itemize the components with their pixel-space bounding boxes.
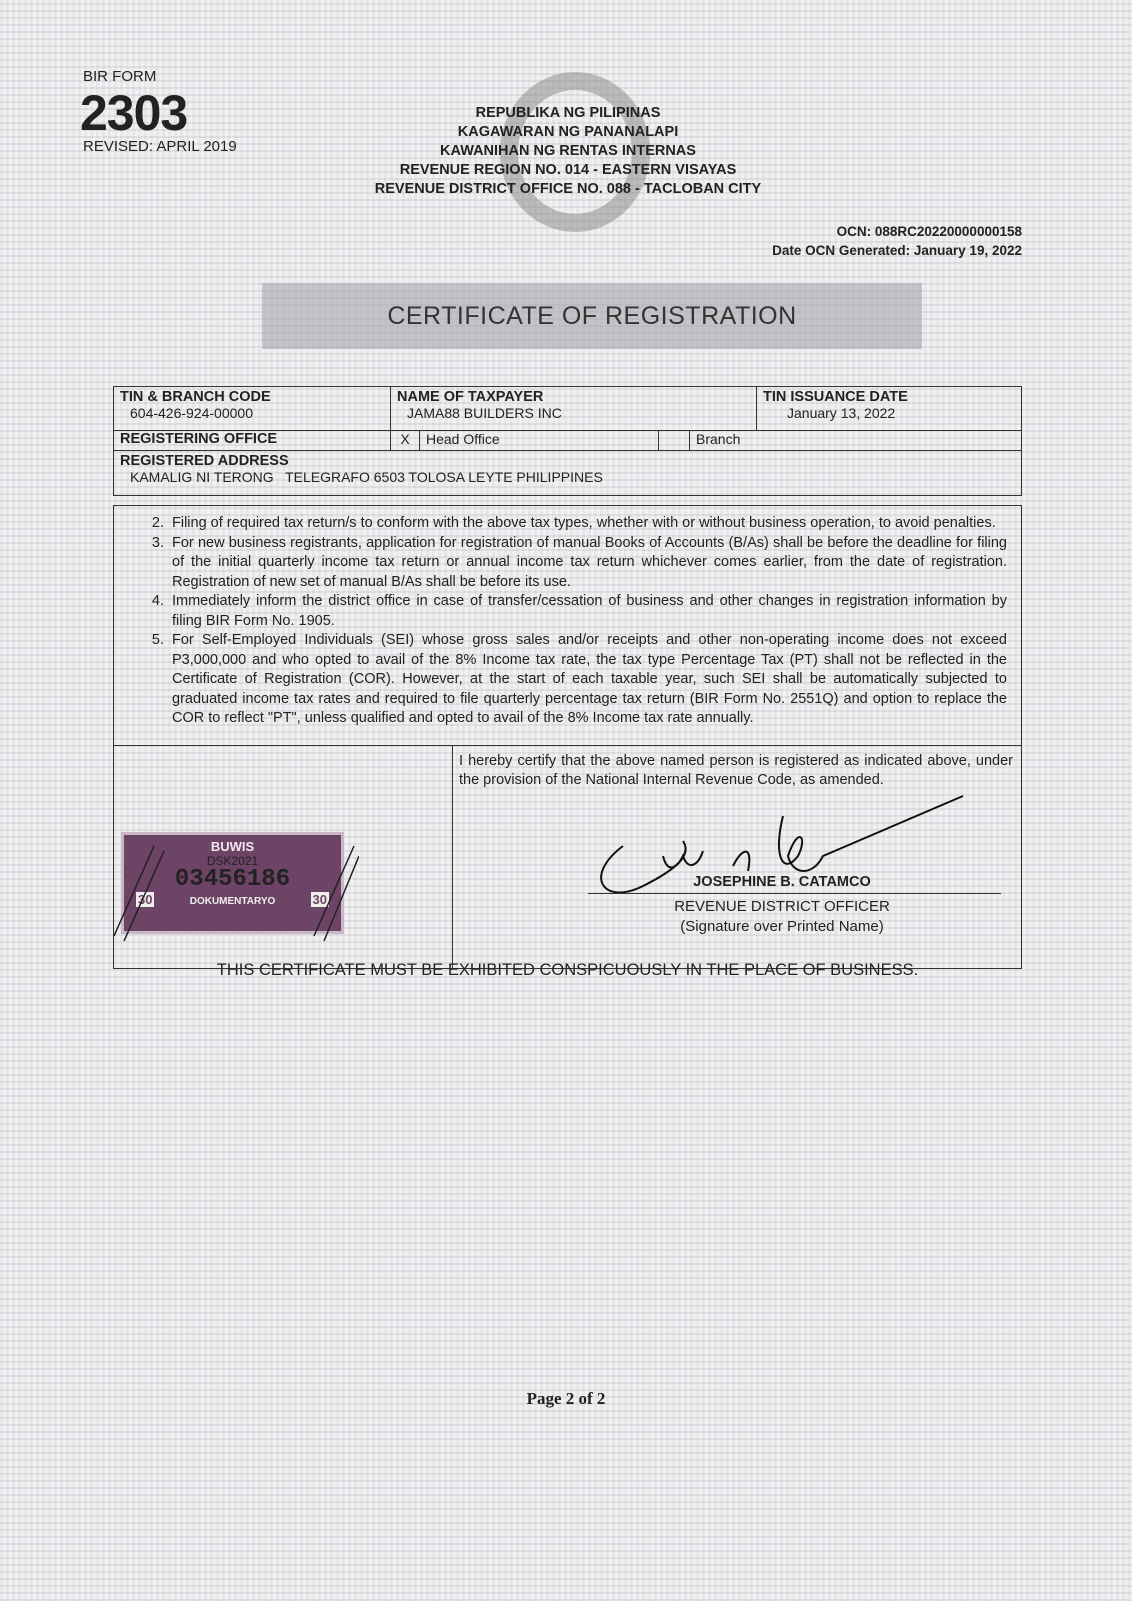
stamp-code: DSK2021 <box>206 854 259 868</box>
stamp-top: BUWIS <box>210 839 255 854</box>
head-office-label: Head Office <box>420 431 659 451</box>
address-label: REGISTERED ADDRESS <box>120 453 289 469</box>
form-number: 2303 <box>80 85 188 141</box>
title-banner <box>262 283 922 349</box>
page-label: Page 2 of 2 <box>526 1389 606 1408</box>
form-label: BIR FORM <box>83 68 157 85</box>
note-text: For new business registrants, application for registration of manual Books of Accounts (B/As) shall be before the deadline for filing of the initial quarterly income tax return or annual income tax return whichever comes earlier, from the date of registration. Registration of new set of manual B/As shall be before its use. <box>172 534 1007 590</box>
issuance-label: TIN ISSUANCE DATE <box>763 389 908 405</box>
issuance-date: January 13, 2022 <box>787 405 896 421</box>
stamp-serial: 03456186 <box>174 866 291 893</box>
taxpayer-name: JAMA88 BUILDERS INC <box>407 405 562 421</box>
office-label: REGISTERING OFFICE <box>114 431 391 451</box>
note-item <box>132 534 1007 593</box>
stamp-bottom: DOKUMENTARYO <box>189 896 276 907</box>
header-line: KAWANIHAN NG RENTAS INTERNAS <box>440 143 696 159</box>
ocn-date: Date OCN Generated: January 19, 2022 <box>772 243 1022 258</box>
certify-cell <box>453 746 1021 968</box>
note-number: 2. <box>151 515 164 531</box>
note-item <box>132 592 1007 631</box>
page-title: CERTIFICATE OF REGISTRATION <box>387 301 797 330</box>
header-line: REPUBLIKA NG PILIPINAS <box>475 105 661 121</box>
ocn-number: OCN: 088RC20220000000158 <box>836 224 1022 239</box>
note-number: 4. <box>151 593 164 609</box>
stamp-value: 30 <box>138 892 153 907</box>
branch-label: Branch <box>690 431 1022 451</box>
name-label: NAME OF TAXPAYER <box>397 389 544 405</box>
head-office-checkbox: X <box>391 431 420 451</box>
note-text: For Self-Employed Individuals (SEI) whose gross sales and/or receipts and other non-operating income does not exceed P3,000,000 and who opted to avail of the 8% Income tax rate, the tax type Percentage Tax (PT) shall not be reflected in the Certificate of Registration (COR). However, at the start of each taxable year, such SEI shall be automatically subjected to graduated income tax rates and required to file quarterly percentage tax return (BIR Form No. 2551Q) and option to replace the COR to reflect "PT", unless qualified and opted to avail of the 8% Income tax rate annually. <box>172 632 1007 726</box>
header-line: KAGAWARAN NG PANANALAPI <box>457 124 679 140</box>
note-text: Filing of required tax return/s to conform with the above tax types, whether with or without business operation, to avoid penalties. <box>172 515 996 531</box>
form-revision: REVISED: APRIL 2019 <box>83 138 237 155</box>
note-text: Immediately inform the district office in case of transfer/cessation of business and other changes in registration information by filing BIR Form No. 1905. <box>172 593 1007 629</box>
header-line: REVENUE REGION NO. 014 - EASTERN VISAYAS <box>399 162 737 178</box>
agency-header <box>268 104 868 199</box>
stamp-cancel-marks <box>109 816 359 946</box>
note-item <box>132 514 1007 534</box>
registration-table <box>113 386 1022 496</box>
ocn-block <box>772 222 1022 260</box>
tin-value: 604-426-924-00000 <box>130 405 253 421</box>
address-cell <box>114 451 1022 496</box>
officer-name: JOSEPHINE B. CATAMCO <box>693 874 871 890</box>
tin-cell <box>114 387 391 431</box>
notes-section <box>113 505 1022 745</box>
certification-section <box>113 745 1022 969</box>
signature-line <box>588 893 1001 894</box>
signature-caption: (Signature over Printed Name) <box>680 918 884 935</box>
note-item <box>132 631 1007 729</box>
note-number: 5. <box>151 632 164 648</box>
registered-address: KAMALIG NI TERONG TELEGRAFO 6503 TOLOSA LEYTE PHILIPPINES <box>130 469 603 485</box>
tin-label: TIN & BRANCH CODE <box>120 389 271 405</box>
officer-title-block <box>453 897 1001 937</box>
name-cell <box>391 387 757 431</box>
branch-checkbox <box>659 431 690 451</box>
exhibit-notice: THIS CERTIFICATE MUST BE EXHIBITED CONSPICUOUSLY IN THE PLACE OF BUSINESS. <box>216 961 919 979</box>
header-line: REVENUE DISTRICT OFFICE NO. 088 - TACLOBAN CITY <box>374 181 762 197</box>
issuance-cell <box>757 387 1022 431</box>
stamp-value: 30 <box>312 892 327 907</box>
officer-title: REVENUE DISTRICT OFFICER <box>674 898 890 915</box>
note-number: 3. <box>151 534 164 551</box>
page-number <box>0 1389 1132 1409</box>
certify-text: I hereby certify that the above named person is registered as indicated above, under the provision of the National Internal Revenue Code, as amended. <box>459 753 1013 788</box>
stamp-cell <box>114 746 453 968</box>
